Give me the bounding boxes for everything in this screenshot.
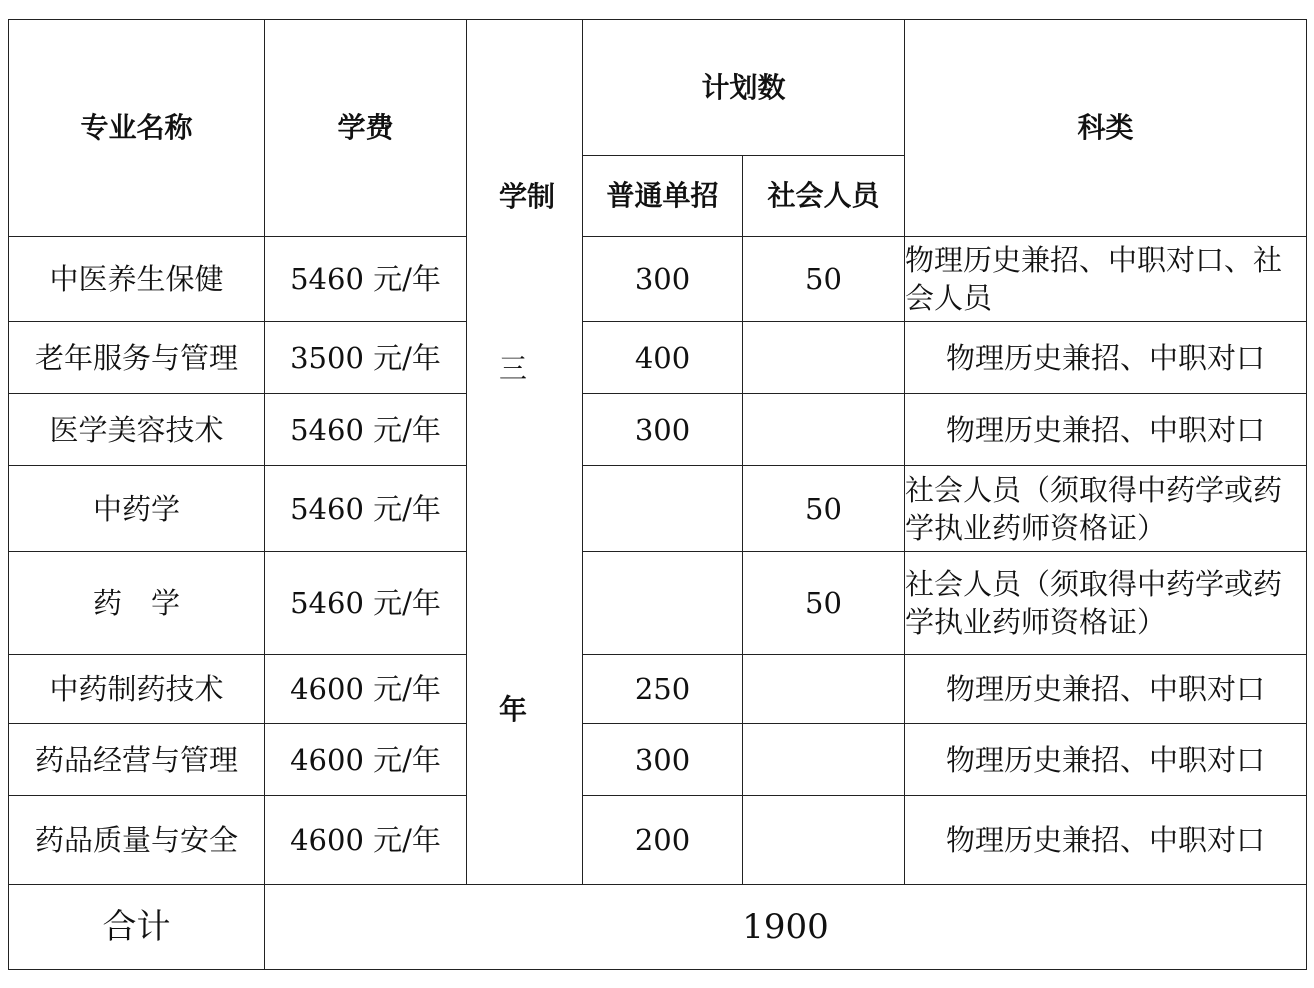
cell-major: 医学美容技术 — [9, 394, 265, 466]
cell-tuition: 5460 元/年 — [265, 237, 467, 322]
cell-major: 中药制药技术 — [9, 655, 265, 724]
cell-social: 50 — [743, 552, 905, 655]
cell-regular: 400 — [583, 322, 743, 394]
cell-major: 老年服务与管理 — [9, 322, 265, 394]
total-row — [9, 885, 1307, 970]
cell-major: 中医养生保健 — [9, 237, 265, 322]
cell-regular — [583, 552, 743, 655]
cell-social: 50 — [743, 237, 905, 322]
header-tuition: 学费 — [265, 20, 467, 237]
system-value-year: 年 — [499, 693, 528, 726]
table-row — [9, 322, 1307, 394]
cell-social — [743, 724, 905, 796]
cell-category: 物理历史兼招、中职对口、社会人员 — [905, 237, 1307, 322]
cell-regular — [583, 466, 743, 552]
cell-social — [743, 394, 905, 466]
cell-tuition: 4600 元/年 — [265, 655, 467, 724]
table-row — [9, 237, 1307, 322]
cell-tuition: 5460 元/年 — [265, 394, 467, 466]
table-row — [9, 552, 1307, 655]
cell-social — [743, 322, 905, 394]
table-row — [9, 394, 1307, 466]
cell-category: 社会人员（须取得中药学或药学执业药师资格证） — [905, 552, 1307, 655]
total-label: 合计 — [9, 885, 265, 970]
cell-social — [743, 796, 905, 885]
table-row — [9, 466, 1307, 552]
cell-category: 物理历史兼招、中职对口 — [905, 724, 1307, 796]
cell-regular: 300 — [583, 237, 743, 322]
header-plan-regular: 普通单招 — [583, 156, 743, 237]
cell-major: 药 学 — [9, 552, 265, 655]
cell-tuition: 3500 元/年 — [265, 322, 467, 394]
cell-regular: 250 — [583, 655, 743, 724]
cell-tuition: 5460 元/年 — [265, 466, 467, 552]
system-column — [467, 20, 583, 885]
cell-major: 药品质量与安全 — [9, 796, 265, 885]
cell-category: 社会人员（须取得中药学或药学执业药师资格证） — [905, 466, 1307, 552]
header-major: 专业名称 — [9, 20, 265, 237]
cell-social: 50 — [743, 466, 905, 552]
cell-major: 药品经营与管理 — [9, 724, 265, 796]
cell-category: 物理历史兼招、中职对口 — [905, 322, 1307, 394]
cell-social — [743, 655, 905, 724]
table-row — [9, 724, 1307, 796]
cell-category: 物理历史兼招、中职对口 — [905, 394, 1307, 466]
enrollment-plan-table — [8, 19, 1307, 970]
cell-tuition: 5460 元/年 — [265, 552, 467, 655]
header-plan-social: 社会人员 — [743, 156, 905, 237]
header-system: 学制 — [499, 180, 556, 213]
cell-regular: 300 — [583, 394, 743, 466]
cell-tuition: 4600 元/年 — [265, 796, 467, 885]
table-row — [9, 796, 1307, 885]
system-value-three: 三 — [499, 352, 528, 385]
cell-category: 物理历史兼招、中职对口 — [905, 655, 1307, 724]
cell-tuition: 4600 元/年 — [265, 724, 467, 796]
cell-regular: 300 — [583, 724, 743, 796]
header-category: 科类 — [905, 20, 1307, 237]
table-row — [9, 655, 1307, 724]
header-plan: 计划数 — [583, 20, 905, 156]
cell-major: 中药学 — [9, 466, 265, 552]
total-value: 1900 — [265, 885, 1307, 970]
cell-category: 物理历史兼招、中职对口 — [905, 796, 1307, 885]
cell-regular: 200 — [583, 796, 743, 885]
